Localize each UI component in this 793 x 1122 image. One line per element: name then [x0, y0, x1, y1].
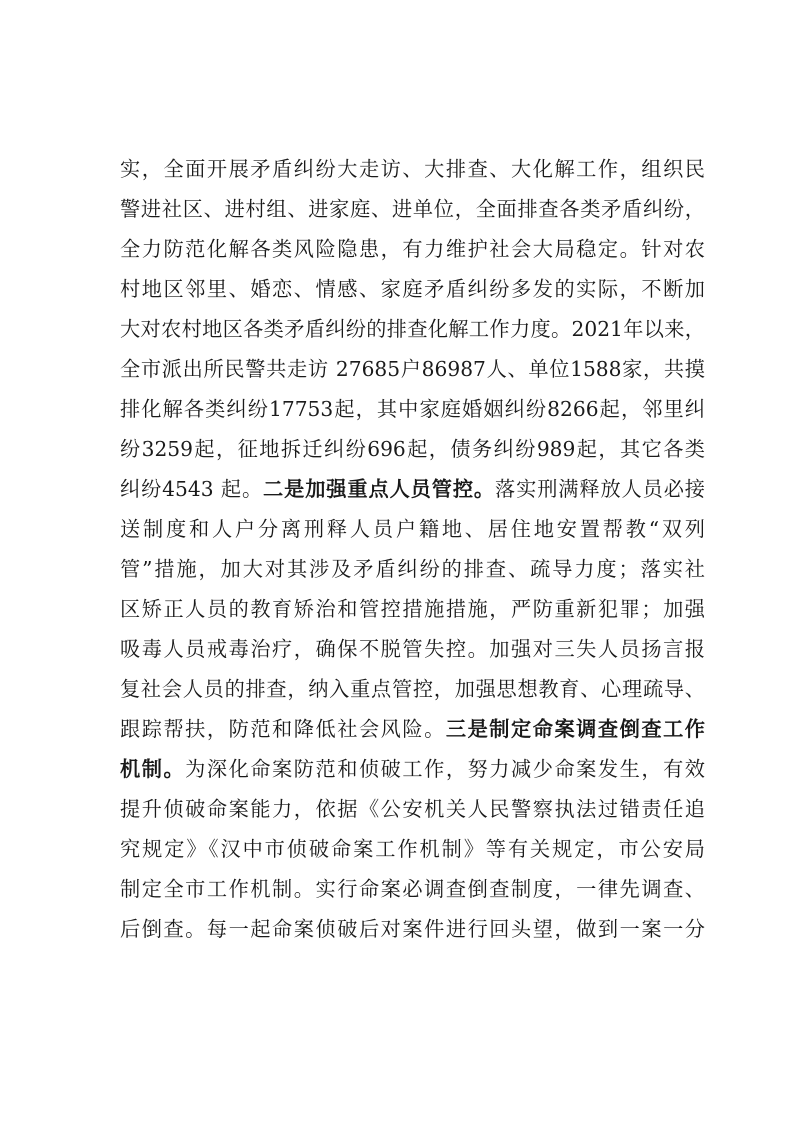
text-line: 村地区邻里、婚恋、情感、家庭矛盾纠纷多发的实际，不断加 — [120, 277, 705, 301]
text-line: 区矫正人员的教育矫治和管控措施措施，严防重新犯罪；加强 — [120, 597, 705, 621]
text-line: 全力防范化解各类风险隐患，有力维护社会大局稳定。针对农 — [120, 237, 705, 261]
text-line: 提升侦破命案能力，依据《公安机关人民警察执法过错责任追 — [120, 797, 705, 821]
text-line: 警进社区、进村组、进家庭、进单位，全面排查各类矛盾纠纷， — [120, 197, 705, 221]
text-line — [120, 749, 705, 789]
text-line — [120, 469, 705, 509]
text-run: 为深化命案防范和侦破工作，努力减少命案发生，有效 — [185, 757, 705, 781]
text-line: 复社会人员的排查，纳入重点管控，加强思想教育、心理疏导、 — [120, 677, 705, 701]
text-line: 大对农村地区各类矛盾纠纷的排查化解工作力度。2021年以来， — [120, 317, 705, 341]
text-line: 实，全面开展矛盾纠纷大走访、大排查、大化解工作，组织民 — [120, 157, 705, 181]
text-line: 制定全市工作机制。实行命案必调查倒查制度，一律先调查、 — [120, 877, 705, 901]
text-line: 后倒查。每一起命案侦破后对案件进行回头望，做到一案一分 — [120, 917, 705, 941]
text-line: 纷3259起，征地拆迁纠纷696起，债务纠纷989起，其它各类 — [120, 437, 705, 461]
text-line — [120, 709, 705, 749]
section-heading: 三是制定命案调查倒查工作 — [445, 717, 705, 741]
text-line: 吸毒人员戒毒治疗，确保不脱管失控。加强对三失人员扬言报 — [120, 637, 705, 661]
text-run: 纠纷4543 起。 — [120, 477, 264, 501]
section-heading: 机制。 — [120, 757, 186, 781]
text-line: 全市派出所民警共走访 27685户86987人、单位1588家，共摸 — [120, 357, 705, 381]
text-line: 管”措施，加大对其涉及矛盾纠纷的排查、疏导力度；落实社 — [120, 557, 705, 581]
text-line: 送制度和人户分离刑释人员户籍地、居住地安置帮教“双列 — [120, 517, 705, 541]
text-line: 究规定》《汉中市侦破命案工作机制》等有关规定，市公安局 — [120, 837, 705, 861]
text-line: 排化解各类纠纷17753起，其中家庭婚姻纠纷8266起，邻里纠 — [120, 397, 705, 421]
text-run: 落实刑满释放人员必接 — [495, 477, 705, 501]
section-heading: 二是加强重点人员管控。 — [263, 477, 496, 501]
text-run: 跟踪帮扶，防范和降低社会风险。 — [120, 717, 446, 741]
